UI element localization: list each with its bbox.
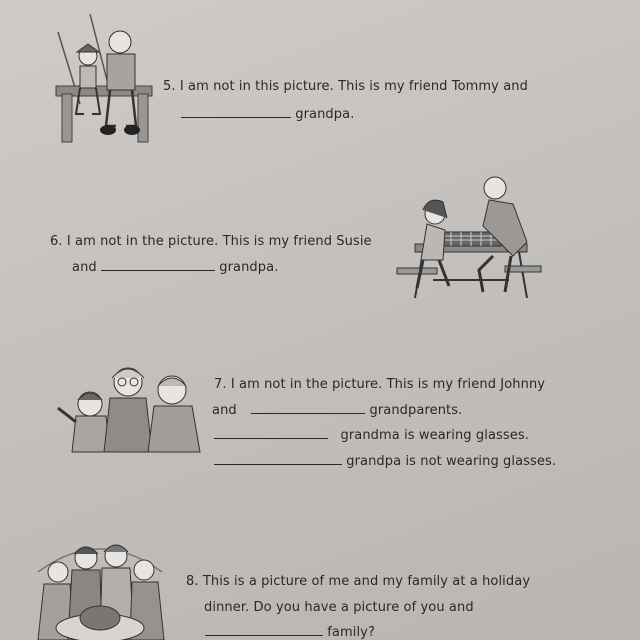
fishing-boy-and-grandpa-icon — [50, 14, 162, 146]
item-8-line-2: dinner. Do you have a picture of you and — [204, 600, 474, 615]
answer-blank-8[interactable] — [205, 625, 323, 636]
item-6-line-1: 6. I am not in the picture. This is my friend Susie — [50, 234, 372, 249]
item-6-line-2: and grandpa. — [72, 260, 279, 275]
answer-blank-7b[interactable] — [214, 428, 328, 439]
item-7-line-1: 7. I am not in the picture. This is my friend Johnny — [214, 377, 546, 392]
item-7-line-4: grandpa is not wearing glasses. — [214, 454, 556, 469]
family-holiday-dinner-icon — [30, 532, 170, 640]
answer-blank-7a[interactable] — [251, 403, 365, 414]
item-7-line-2: and grandparents. — [212, 403, 463, 418]
item-5-line-1: 5. I am not in this picture. This is my friend Tommy and — [163, 79, 528, 94]
answer-blank-6[interactable] — [101, 260, 215, 271]
checkers-girl-and-grandpa-icon — [393, 170, 543, 305]
answer-blank-5[interactable] — [181, 107, 291, 118]
item-8-line-3: family? — [205, 625, 375, 640]
item-7-line-3: grandma is wearing glasses. — [214, 428, 529, 443]
item-8-line-1: 8. This is a picture of me and my family at a holiday — [186, 574, 531, 589]
item-5-line-2: grandpa. — [181, 107, 354, 122]
answer-blank-7c[interactable] — [214, 454, 342, 465]
boy-and-grandparents-icon — [52, 360, 202, 454]
